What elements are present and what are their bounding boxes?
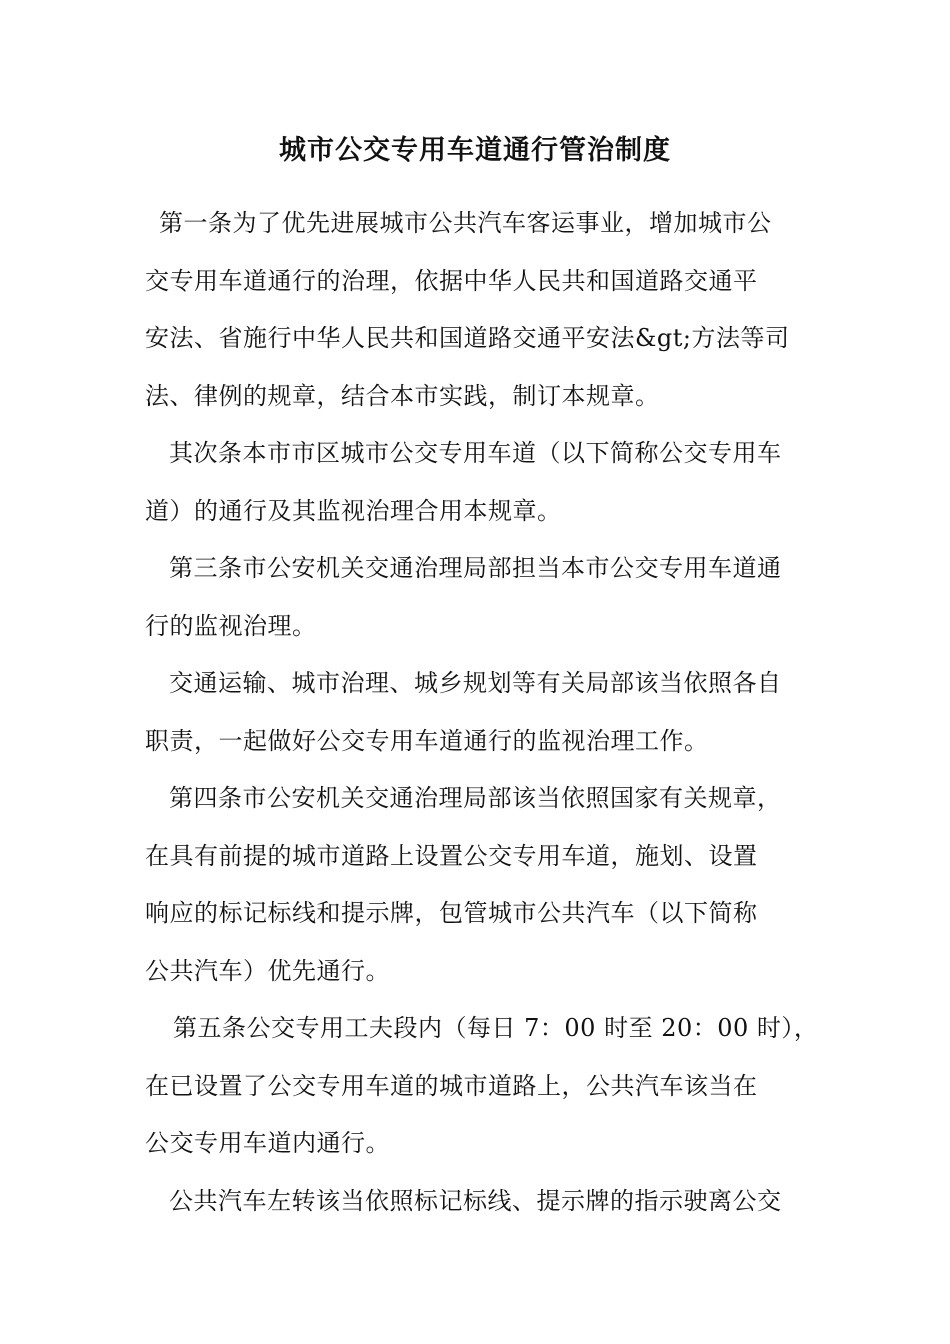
text-line: 第一条为了优先进展城市公共汽车客运事业，增加城市公	[159, 209, 772, 237]
text-line: 其次条本市市区城市公交专用车道（以下简称公交专用车	[169, 439, 782, 467]
text-line: 在具有前提的城市道路上设置公交专用车道，施划、设置	[145, 841, 758, 870]
document-body	[145, 203, 819, 1238]
text-line: 公共汽车左转该当依照标记标线、提示牌的指示驶离公交	[169, 1186, 782, 1215]
text-line: 法、律例的规章，结合本市实践，制订本规章。	[145, 381, 660, 410]
text-line: 第三条市公安机关交通治理局部担当本市公交专用车道通	[169, 554, 782, 582]
text-line: 交通运输、城市治理、城乡规划等有关局部该当依照各自	[169, 669, 782, 697]
text-line: 职责，一起做好公交专用车道通行的监视治理工作。	[145, 726, 709, 755]
document-title: 城市公交专用车道通行管治制度	[279, 135, 671, 166]
text-line: 公共汽车）优先通行。	[145, 956, 390, 985]
text-line: 第五条公交专用工夫段内（每日 7：00 时至 20：00 时），	[173, 1014, 819, 1042]
text-line: 在已设置了公交专用车道的城市道路上，公共汽车该当在	[145, 1071, 758, 1100]
text-line: 公交专用车道内通行。	[145, 1129, 390, 1157]
text-line: 第四条市公安机关交通治理局部该当依照国家有关规章，	[169, 784, 782, 812]
text-line: 响应的标记标线和提示牌，包管城市公共汽车（以下简称	[145, 899, 758, 927]
text-line: 道）的通行及其监视治理合用本规章。	[145, 496, 562, 525]
text-line: 安法、省施行中华人民共和国道路交通平安法&gt;方法等司	[145, 324, 790, 352]
text-line: 交专用车道通行的治理，依据中华人民共和国道路交通平	[145, 266, 758, 295]
text-line: 行的监视治理。	[145, 611, 317, 640]
